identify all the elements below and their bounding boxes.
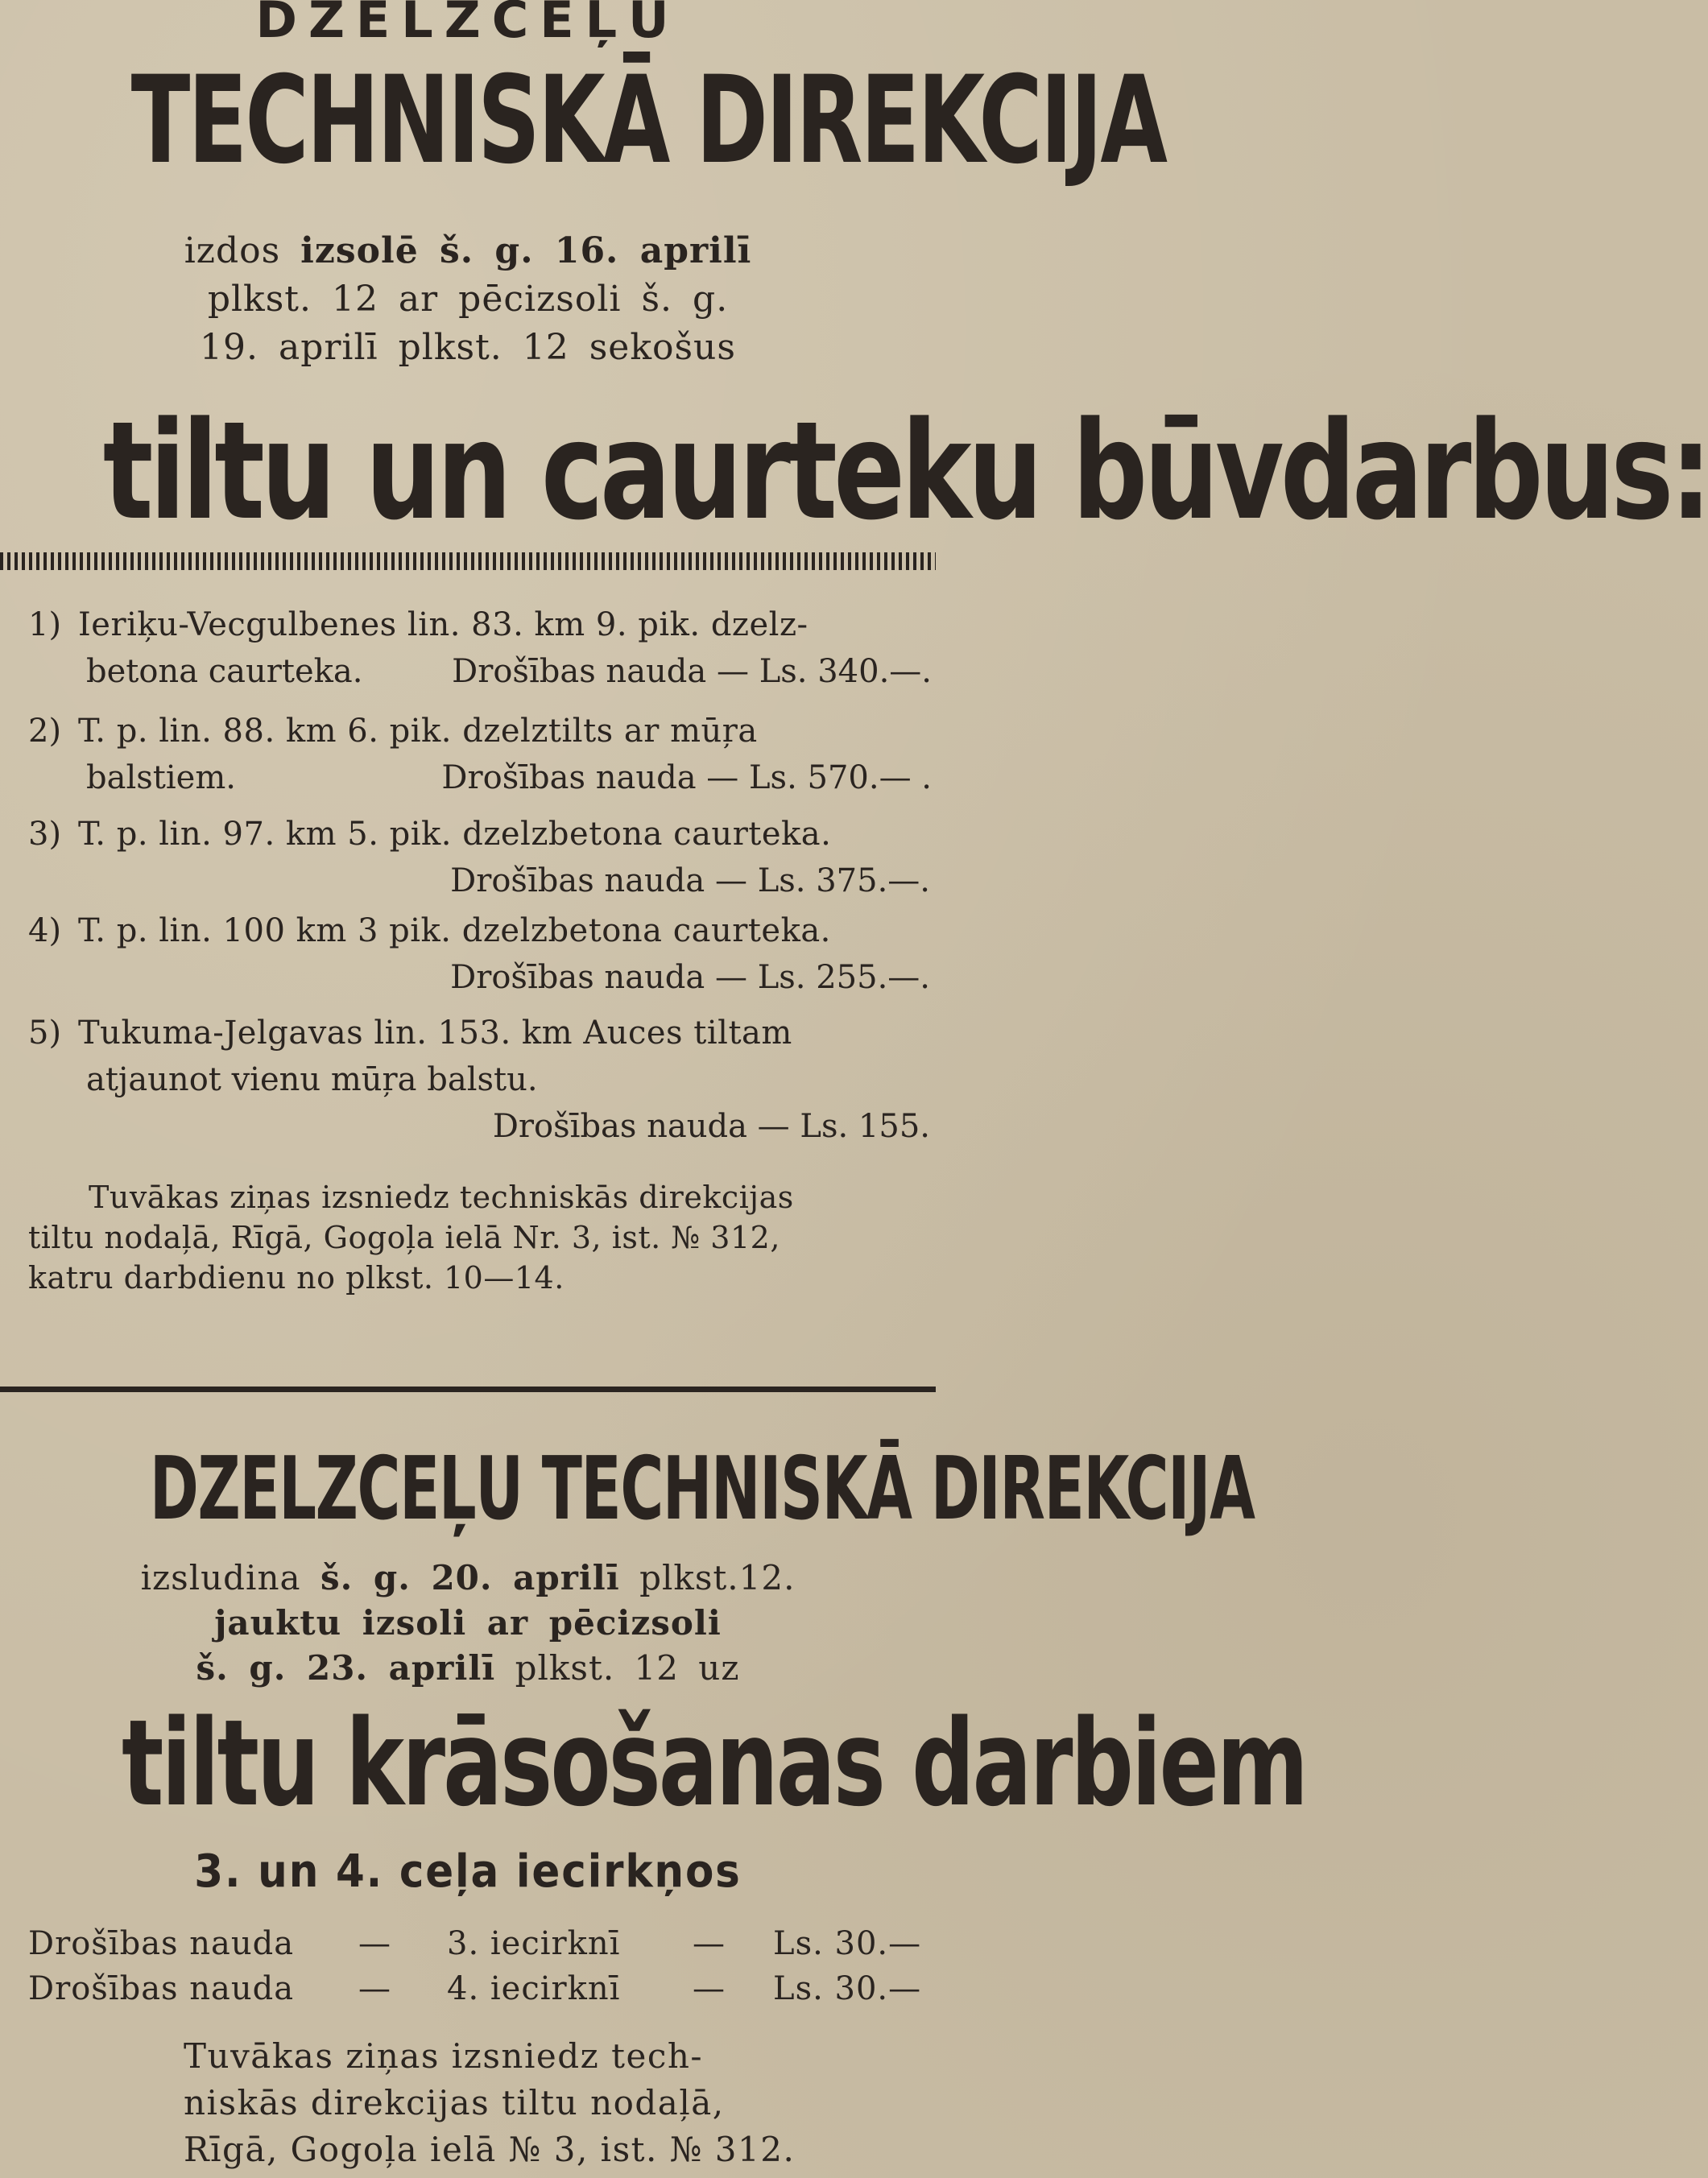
deposit-section: 4. iecirknī	[447, 1970, 621, 2007]
footer-line: niskās direkcijas tiltu nodaļā,	[184, 2083, 725, 2122]
deposit-dash2: —	[693, 1925, 726, 1962]
ad1-intro-line	[0, 275, 936, 324]
ad2-intro-line	[0, 1601, 936, 1646]
ad1-intro-line	[0, 227, 936, 275]
ad2-subheadline: 3. un 4. ceļa iecirkņos	[194, 1845, 742, 1898]
list-item	[28, 812, 934, 857]
ad2-heading: DZELZCEĻU TECHNISKĀ DIREKCIJA	[149, 1439, 1255, 1539]
deposit-value: Ls. 570.— .	[748, 759, 932, 796]
list-item-continued	[28, 649, 932, 694]
ad1-heading: TECHNISKĀ DIREKCIJA	[130, 51, 1166, 191]
ad2-intro-text: š. g. 20. aprilī	[320, 1558, 620, 1597]
ad2-intro-text: jauktu izsoli ar pēcizsoli	[214, 1603, 722, 1643]
deposit-label: Drošības nauda	[452, 653, 707, 690]
item-description: Tukuma-Jelgavas lin. 153. km Auces tiltam	[78, 1015, 792, 1052]
deposit-label: Drošības nauda	[441, 759, 697, 796]
item-deposit: Drošības nauda — Ls. 570.— .	[441, 759, 932, 796]
deposit-value: Ls. 375.—.	[757, 862, 930, 899]
ad1-kicker: DZELZCEĻU	[255, 0, 680, 49]
ad2-intro-line	[0, 1646, 936, 1691]
footer-line: Tuvākas ziņas izsniedz tech-	[184, 2036, 704, 2076]
deposit-value: Ls. 30.—	[773, 1970, 922, 2007]
item-number: 4)	[28, 912, 62, 949]
ad1-intro-text: izdos	[184, 230, 301, 271]
list-item	[28, 602, 934, 647]
footer-line: tiltu nodaļā, Rīgā, Gogoļa ielā Nr. 3, ist. № 312,	[28, 1220, 780, 1255]
item-description-cont: atjaunot vienu mūŗa balstu.	[86, 1061, 538, 1098]
deposit-label: Drošības nauda	[28, 1970, 295, 2007]
deposit-label: Drošības nauda	[28, 1925, 295, 1962]
deposit-dash1: —	[358, 1925, 391, 1962]
deposit-value: Ls. 255.—.	[757, 959, 930, 996]
item-description: Ieriķu-Vecgulbenes lin. 83. km 9. pik. dzelz-	[78, 606, 809, 643]
list-item	[28, 709, 934, 754]
footer-line: Tuvākas ziņas izsniedz techniskās direkcijas	[89, 1180, 794, 1215]
item-number: 5)	[28, 1015, 62, 1052]
ad2-intro-text: plkst. 12 uz	[495, 1648, 740, 1688]
item-number: 3)	[28, 816, 62, 853]
ad2-headline: tiltu krāsošanas darbiem	[122, 1694, 1307, 1833]
item-description: T. p. lin. 97. km 5. pik. dzelzbetona caurteka.	[78, 816, 832, 853]
list-item-continued	[28, 755, 932, 800]
item-deposit: Drošības nauda — Ls. 340.—.	[452, 653, 932, 690]
item-description-cont: balstiem.	[86, 759, 236, 796]
deposit-value: Ls. 155.	[800, 1108, 930, 1145]
list-item-continued	[28, 1057, 932, 1102]
item-number: 1)	[28, 606, 62, 643]
list-item	[28, 908, 934, 953]
ad1-intro-text: 19. aprilī plkst. 12 sekošus	[200, 327, 736, 368]
deposit-label: Drošības nauda	[492, 1108, 747, 1145]
ad1-headline: tiltu un caurteku būvdarbus:	[102, 392, 1708, 550]
ad1-intro-line	[0, 324, 936, 372]
item-description-cont: betona caurteka.	[86, 653, 363, 690]
ad2-intro-line	[0, 1556, 936, 1601]
decorative-stripe	[0, 552, 936, 570]
item-deposit: Drošības nauda — Ls. 255.—.	[450, 959, 930, 996]
section-divider	[0, 1387, 936, 1392]
deposit-value: Ls. 340.—.	[759, 653, 932, 690]
deposit-label: Drošības nauda	[450, 959, 705, 996]
item-description: T. p. lin. 100 km 3 pik. dzelzbetona caurteka.	[78, 912, 831, 949]
footer-line: katru darbdienu no plkst. 10—14.	[28, 1260, 565, 1296]
deposit-label: Drošības nauda	[450, 862, 705, 899]
item-description: T. p. lin. 88. km 6. pik. dzelztilts ar mūŗa	[78, 713, 758, 750]
footer-line: Rīgā, Gogoļa ielā № 3, ist. № 312.	[184, 2130, 796, 2169]
ad1-intro-text: izsolē š. g. 16. aprilī	[300, 230, 752, 271]
list-item	[28, 1010, 934, 1056]
deposit-value: Ls. 30.—	[773, 1925, 922, 1962]
ad1-intro-text: plkst. 12 ar pēcizsoli š. g.	[207, 279, 729, 320]
deposit-dash2: —	[693, 1970, 726, 2007]
item-deposit: Drošības nauda — Ls. 375.—.	[450, 862, 930, 899]
item-number: 2)	[28, 713, 62, 750]
item-deposit: Drošības nauda — Ls. 155.	[492, 1108, 930, 1145]
ad2-intro-text: plkst.12.	[619, 1558, 796, 1597]
deposit-section: 3. iecirknī	[447, 1925, 621, 1962]
ad2-intro-text: izsludina	[140, 1558, 321, 1597]
ad2-intro-text: š. g. 23. aprilī	[196, 1648, 496, 1688]
deposit-dash1: —	[358, 1970, 391, 2007]
